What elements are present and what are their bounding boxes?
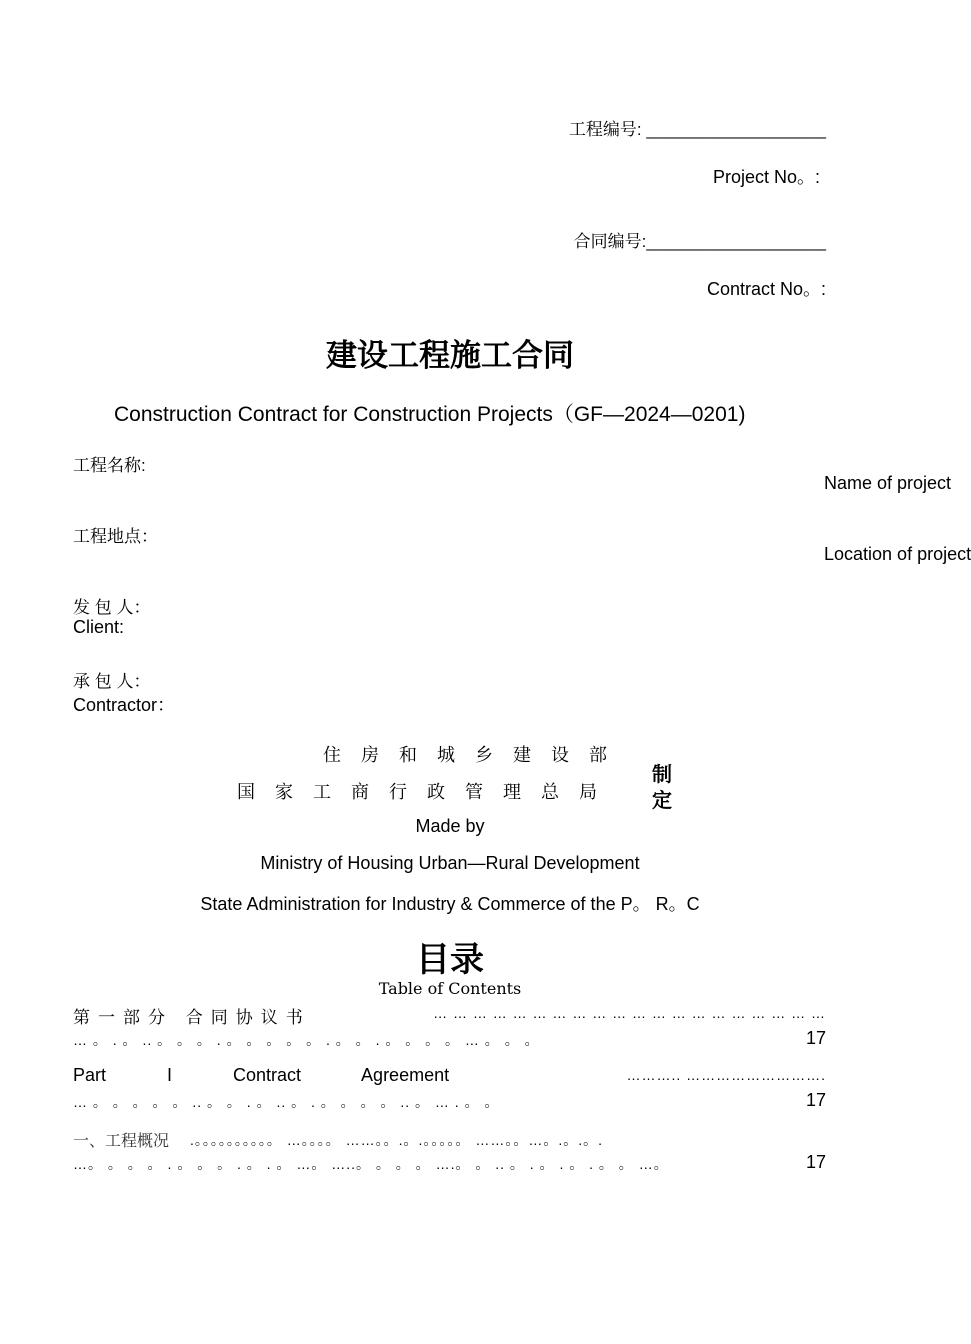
- issuer-2-cn: 国家工商行政管理总局: [237, 782, 617, 802]
- client-label-en: Client:: [73, 617, 125, 637]
- project-name-label-en: Name of project: [824, 473, 952, 493]
- client-label-cn: 发 包 人：: [73, 598, 151, 617]
- made-by-label: Made by: [415, 816, 485, 836]
- toc-page-number[interactable]: 17: [805, 1028, 826, 1048]
- toc-dot-leader: … 。 。 。 。 。 .. 。 。 . 。 .. 。 . 。 。 。 。 .. 。 … . 。 。: [73, 1094, 500, 1110]
- issuer-1-cn: 住房和城乡建设部: [323, 745, 627, 765]
- toc-page-number[interactable]: 17: [805, 1090, 826, 1110]
- toc-dot-leader: ……….. ……………………….: [626, 1067, 826, 1083]
- toc-dot-leader: … … … … … … … … … … … … … … … … … … … …: [433, 1005, 826, 1021]
- contractor-label-cn: 承 包 人：: [73, 672, 151, 691]
- location-label-en: Location of project: [824, 544, 971, 564]
- contractor-label-en: Contractor：: [73, 695, 176, 715]
- toc-entry-label[interactable]: 一、工程概况: [73, 1133, 170, 1150]
- project-name-label-cn: 工程名称:: [73, 456, 146, 475]
- toc-page-number[interactable]: 17: [805, 1152, 826, 1172]
- toc-entry-label[interactable]: 第一部分 合同协议书: [73, 1008, 311, 1027]
- project-no-cn: 工程编号: ___________________: [568, 120, 826, 139]
- issuer-2-en: State Administration for Industry & Commerce of the P。 R。C: [200, 894, 700, 914]
- contract-no-cn: 合同编号:___________________: [573, 232, 826, 251]
- toc-dot-leader: …。 。 。 。 . 。 。 。 . 。 . 。 …。 …..。 。 。 。 ….。 。 .. 。 . 。 . 。 . 。 。 …。: [73, 1156, 669, 1172]
- ding-char: 定: [652, 790, 672, 812]
- issuer-1-en: Ministry of Housing Urban—Rural Development: [260, 853, 640, 873]
- toc-title-en: Table of Contents: [378, 979, 522, 998]
- toc-title-cn: 目录: [416, 941, 484, 979]
- document-title-cn: 建设工程施工合同: [326, 338, 574, 374]
- project-no-en: Project No。:: [712, 167, 820, 187]
- toc-entry-label[interactable]: Part I Contract Agreement: [73, 1065, 450, 1085]
- document-title-en: Construction Contract for Construction Projects（GF—2024—0201): [114, 403, 746, 426]
- contract-no-en: Contract No。:: [706, 279, 826, 299]
- location-label-cn: 工程地点：: [73, 527, 158, 546]
- zhi-char: 制: [652, 764, 672, 786]
- toc-dot-leader: .。。。。。。。。。。 …。。。。 ……。。.。.。。。。。 ……。。…。.。.。.: [190, 1132, 604, 1148]
- toc-dot-leader: … 。 . 。 .. 。 。 。 . 。 。 。 。 。 . 。 。 . 。 。 。 。 … 。 。 。: [73, 1032, 540, 1048]
